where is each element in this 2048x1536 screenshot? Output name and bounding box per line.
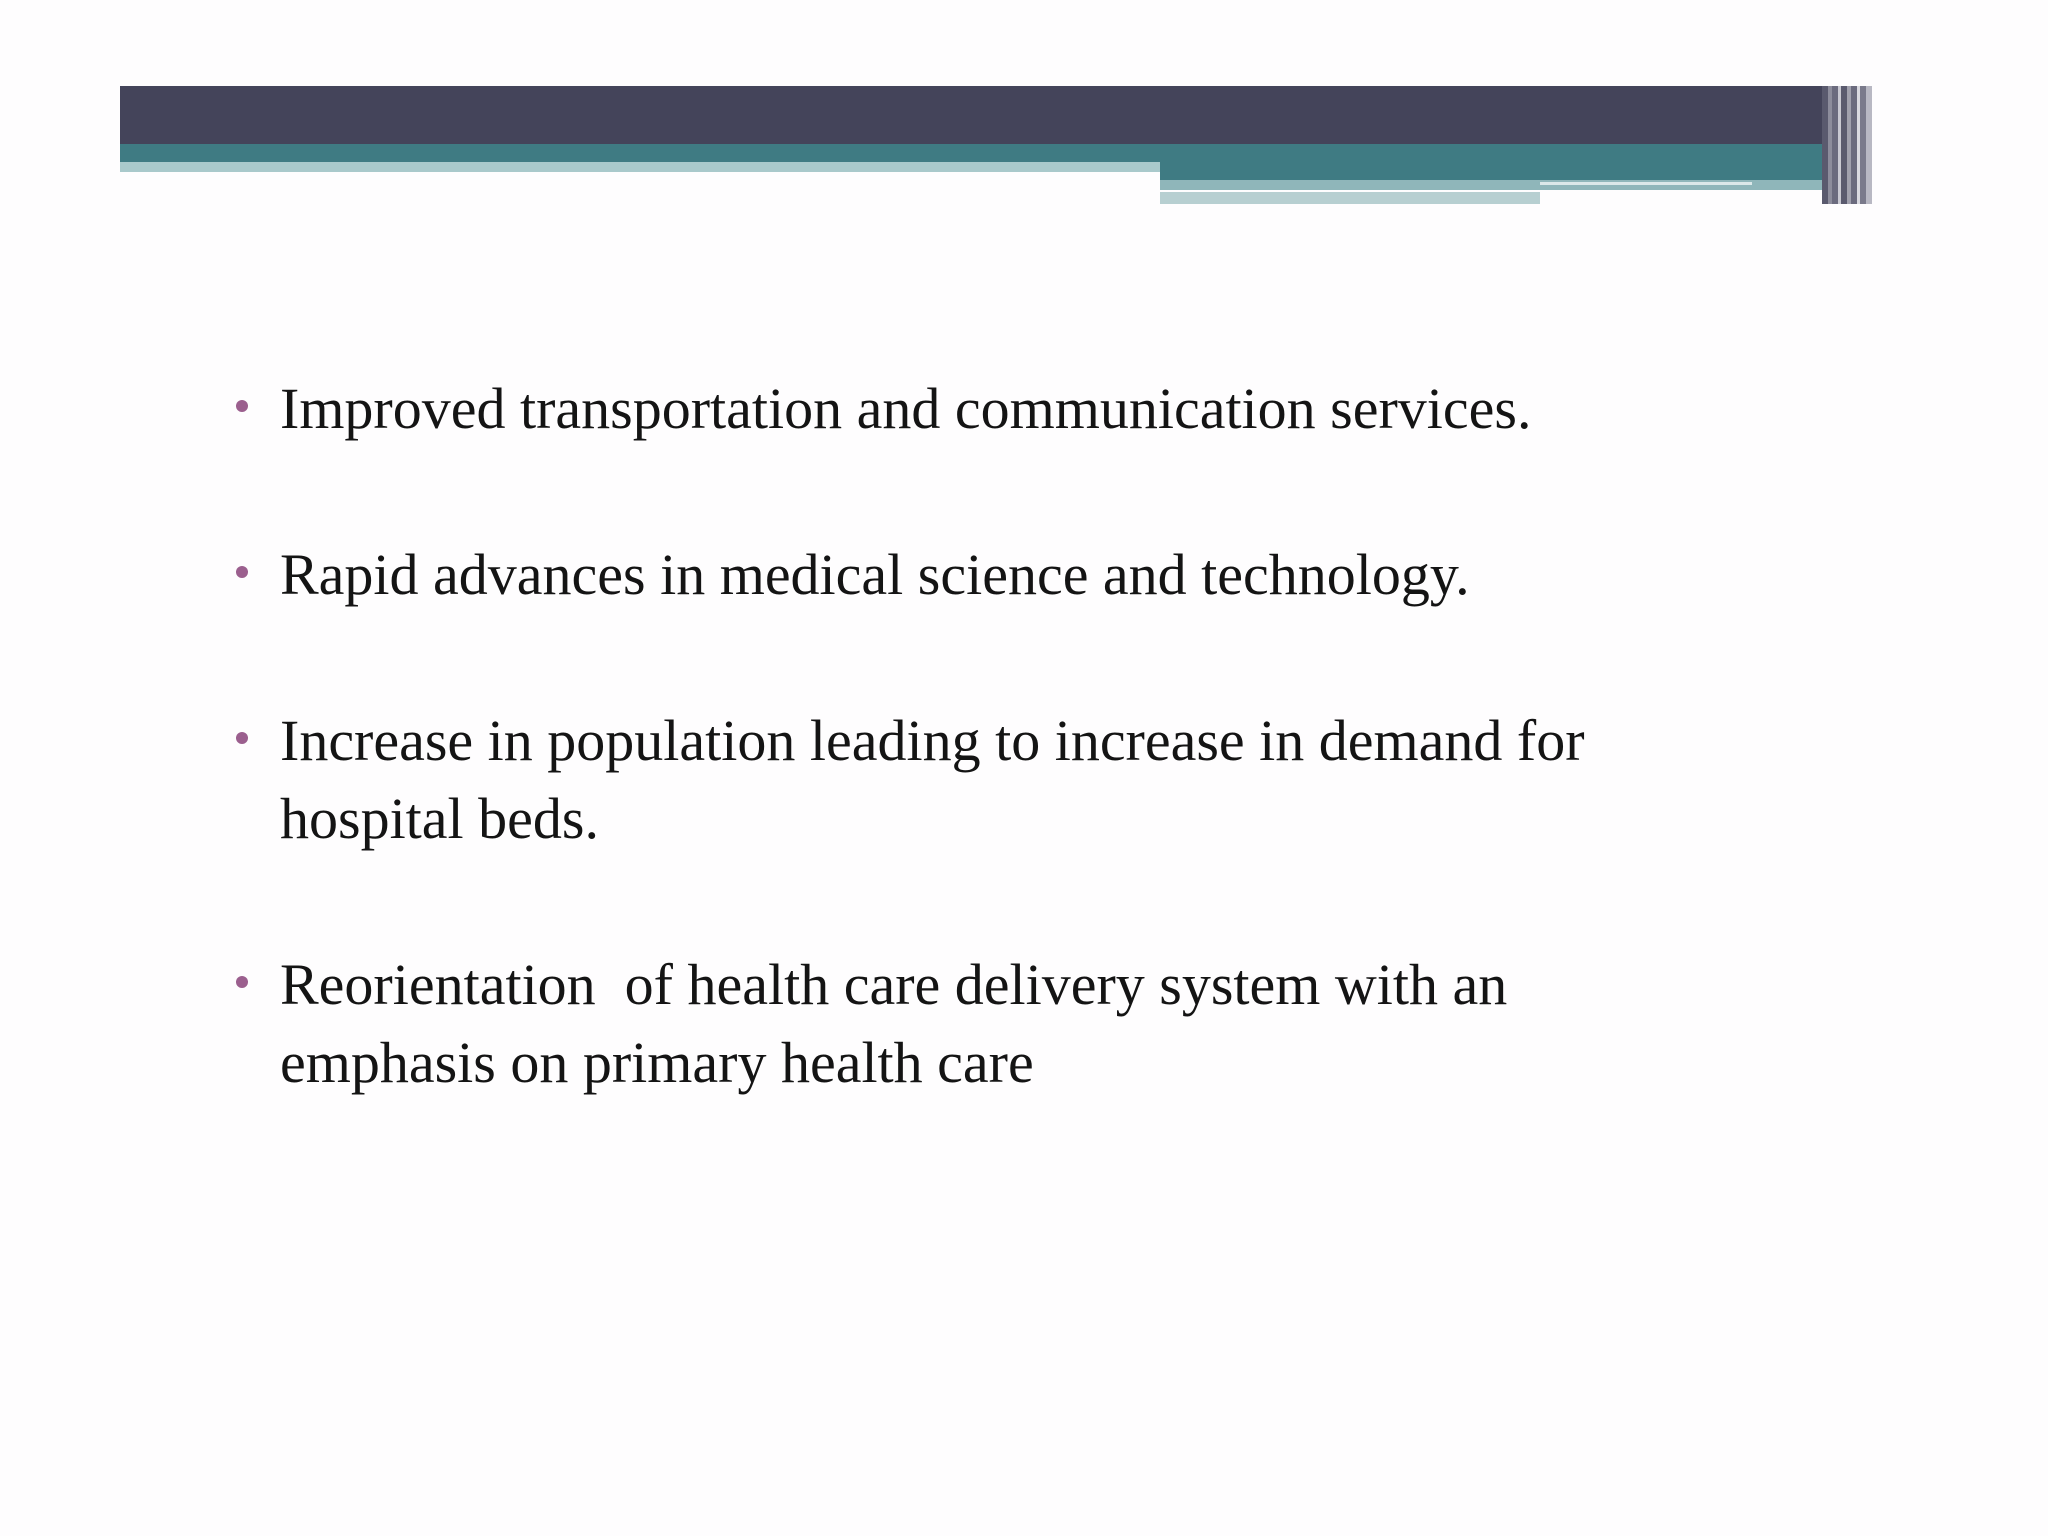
bullet-text: Reorientation of health care delivery system with an emphasis on primary health care bbox=[280, 952, 1522, 1095]
header-teal-light-bar bbox=[120, 162, 1160, 172]
header-teal-bar bbox=[120, 144, 1872, 162]
bullet-text: Rapid advances in medical science and technology. bbox=[280, 542, 1470, 607]
header-dark-bar bbox=[120, 86, 1872, 144]
header-teal-underline bbox=[1160, 192, 1540, 204]
header-teal-extension-light bbox=[1160, 180, 1872, 190]
bullet-item bbox=[232, 536, 1792, 614]
header-right-stripes bbox=[1822, 86, 1872, 204]
bullet-item bbox=[232, 946, 1680, 1102]
bullet-text: Increase in population leading to increase in demand for hospital beds. bbox=[280, 708, 1585, 851]
bullet-item bbox=[232, 702, 1760, 858]
bullet-dot-icon bbox=[236, 732, 248, 744]
header-thin-line bbox=[1540, 182, 1752, 185]
bullet-item bbox=[232, 370, 1792, 448]
bullet-dot-icon bbox=[236, 976, 248, 988]
bullet-text: Improved transportation and communication services. bbox=[280, 376, 1532, 441]
header-teal-extension bbox=[1160, 162, 1872, 180]
bullet-dot-icon bbox=[236, 400, 248, 412]
bullet-dot-icon bbox=[236, 566, 248, 578]
bullet-list bbox=[232, 370, 1792, 1190]
